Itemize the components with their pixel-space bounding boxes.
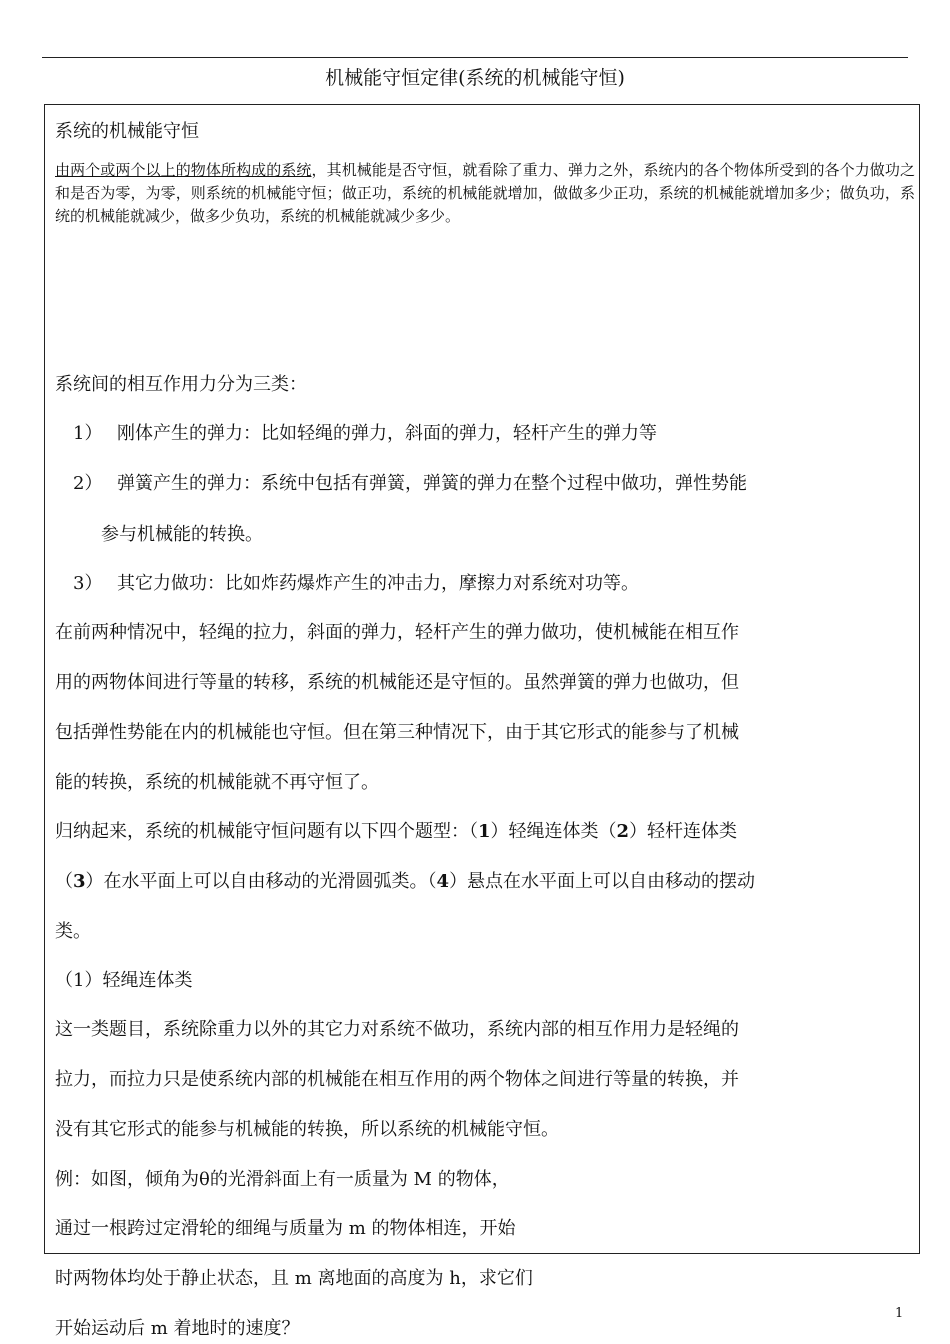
header-rule <box>42 57 908 58</box>
list-item-number: 2） <box>73 473 103 494</box>
text-fragment: ）悬点在水平面上可以自由移动的摆动 <box>449 871 756 892</box>
example-line: 时两物体均处于静止状态，且 m 离地面的高度为 h，求它们 <box>55 1268 533 1289</box>
list-item-number: 3） <box>73 573 103 594</box>
list-item-2-continuation: 参与机械能的转换。 <box>101 524 263 545</box>
list-item-text: 刚体产生的弹力：比如轻绳的弹力，斜面的弹力，轻杆产生的弹力等 <box>117 423 657 444</box>
paragraph-line: 用的两物体间进行等量的转移，系统的机械能还是守恒的。虽然弹簧的弹力也做功，但 <box>55 672 739 693</box>
text-fragment: ）轻绳连体类（ <box>490 821 617 842</box>
list-item-1 <box>55 420 657 448</box>
intro-text: ，其机械能是否守恒，就看除了重力、弹力之外，系统内的各个物体所受到的各个力做功之和是否为零，为零，则系统的机械能守恒；做正功，系统的机械能就增加，做做多少正功，系统的机械能就增加多少；做负功，系统的机械能就减少，做多少负功，系统的机械能就减少多少。 <box>55 161 915 225</box>
bold-number: 4 <box>436 871 450 892</box>
problem-types-line-2 <box>55 868 755 896</box>
paragraph-line: 没有其它形式的能参与机械能的转换，所以系统的机械能守恒。 <box>55 1119 559 1140</box>
paragraph-line: 能的转换，系统的机械能就不再守恒了。 <box>55 772 379 793</box>
intro-underlined-text: 由两个或两个以上的物体所构成的系统 <box>55 161 312 179</box>
example-line: 例：如图，倾角为θ的光滑斜面上有一质量为 M 的物体， <box>55 1169 510 1190</box>
list-item-3 <box>55 570 639 598</box>
problem-types-line-1 <box>55 818 737 846</box>
section-title: 系统的机械能守恒 <box>55 121 199 142</box>
intro-paragraph <box>55 159 915 228</box>
example-line: 通过一根跨过定滑轮的细绳与质量为 m 的物体相连，开始 <box>55 1218 516 1239</box>
text-fragment: 归纳起来，系统的机械能守恒问题有以下四个题型：（ <box>55 821 478 842</box>
paragraph-line: 包括弹性势能在内的机械能也守恒。但在第三种情况下，由于其它形式的能参与了机械 <box>55 722 739 743</box>
content-box <box>44 104 920 1339</box>
list-item-2 <box>55 470 747 498</box>
list-item-text: 弹簧产生的弹力：系统中包括有弹簧，弹簧的弹力在整个过程中做功，弹性势能 <box>117 473 747 494</box>
subheading: （1）轻绳连体类 <box>55 970 193 991</box>
text-fragment: ）在水平面上可以自由移动的光滑圆弧类。（ <box>85 871 437 892</box>
page-number: 1 <box>895 1306 904 1321</box>
text-fragment: （ <box>55 871 73 892</box>
paragraph-line: 在前两种情况中，轻绳的拉力，斜面的弹力，轻杆产生的弹力做功，使机械能在相互作 <box>55 622 739 643</box>
bold-number: 1 <box>478 821 491 842</box>
paragraph-line: 这一类题目，系统除重力以外的其它力对系统不做功，系统内部的相互作用力是轻绳的 <box>55 1019 739 1040</box>
page-title: 机械能守恒定律(系统的机械能守恒) <box>325 67 625 89</box>
example-line: 开始运动后 m 着地时的速度？ <box>55 1318 300 1339</box>
bold-number: 2 <box>616 821 630 842</box>
paragraph-line: 拉力，而拉力只是使系统内部的机械能在相互作用的两个物体之间进行等量的转换，并 <box>55 1069 739 1090</box>
bold-number: 3 <box>73 871 86 892</box>
list-item-text: 其它力做功：比如炸药爆炸产生的冲击力，摩擦力对系统对功等。 <box>117 573 639 594</box>
categories-heading: 系统间的相互作用力分为三类： <box>55 374 307 395</box>
text-fragment: ）轻杆连体类 <box>629 821 738 842</box>
problem-types-line-3: 类。 <box>55 921 91 942</box>
list-item-number: 1） <box>73 423 103 444</box>
